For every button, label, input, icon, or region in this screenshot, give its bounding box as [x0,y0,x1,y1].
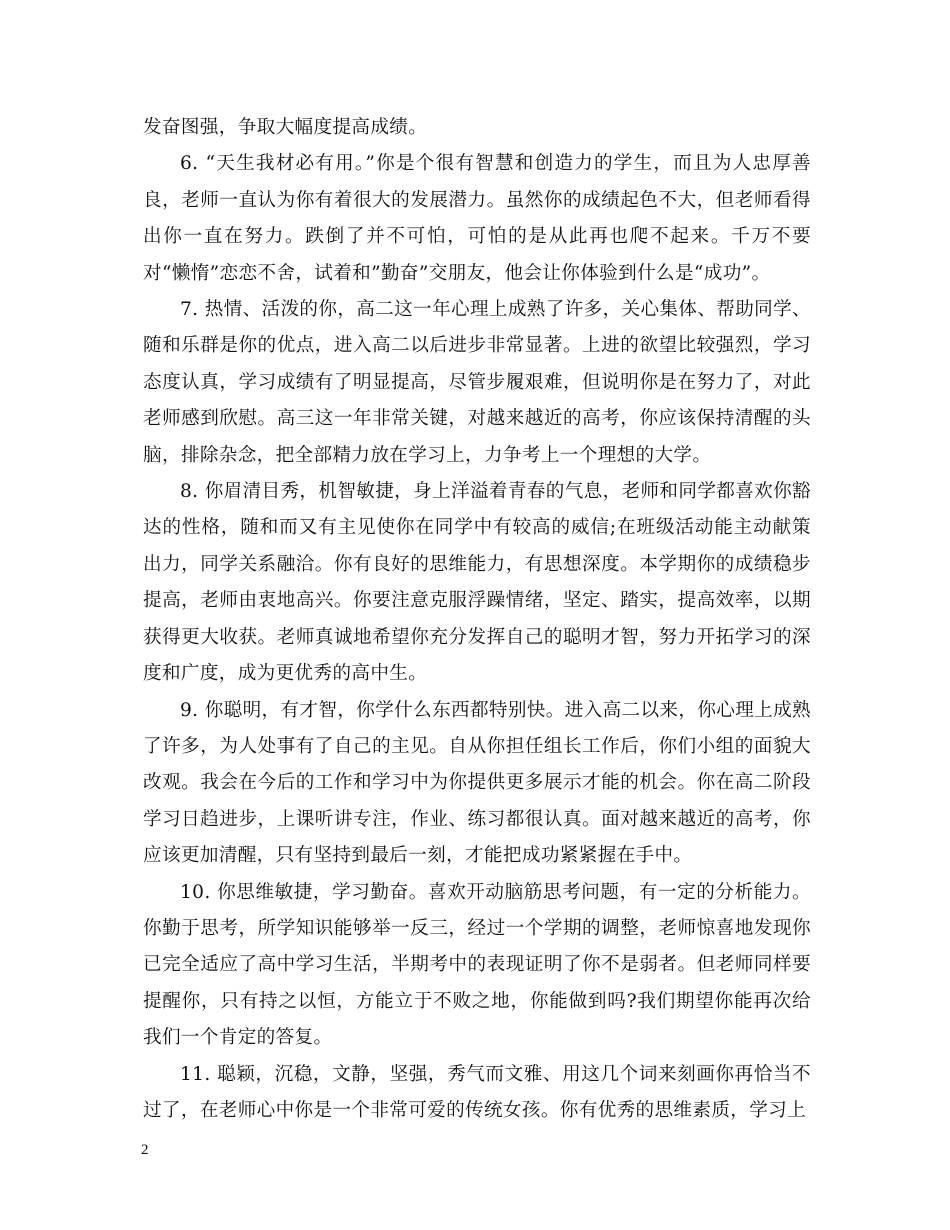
paragraph-continuation: 发奋图强，争取大幅度提高成绩。 [143,117,428,138]
paragraph-comment-7: 7. 热情、活泼的你，高二这一年心理上成熟了许多，关心集体、帮助同学、随和乐群是你的优点，进入高二以后进步非常显著。上进的欲望比较强烈，学习态度认真，学习成绩有了明显提高，尽管步履艰难，但说明你是在努力了，对此老师感到欣慰。高三这一年非常关键，对越来越近的高考，你应该保持清醒的头脑，排除杂念，把全部精力放在学习上，力争考上一个理想的大学。 [143,299,811,466]
page-number: 2 [141,1142,149,1158]
paragraph-comment-11: 11. 聪颖，沉稳，文静，坚强，秀气而文雅、用这几个词来刻画你再恰当不过了，在老师心中你是一个非常可爱的传统女孩。你有优秀的思维素质，学习上 [143,1063,811,1121]
paragraph-comment-8: 8. 你眉清目秀，机智敏捷，身上洋溢着青春的气息，老师和同学都喜欢你豁达的性格，随和而又有主见使你在同学中有较高的威信;在班级活动能主动献策出力，同学关系融洽。你有良好的思维能力，有思想深度。本学期你的成绩稳步提高，老师由衷地高兴。你要注意克服浮躁情绪，坚定、踏实，提高效率，以期获得更大收获。老师真诚地希望你充分发挥自己的聪明才智，努力开拓学习的深度和广度，成为更优秀的高中生。 [143,481,811,685]
paragraph-comment-6: 6. “天生我材必有用。”你是个很有智慧和创造力的学生，而且为人忠厚善良，老师一直认为你有着很大的发展潜力。虽然你的成绩起色不大，但老师看得出你一直在努力。跌倒了并不可怕，可怕的是从此再也爬不起来。千万不要对“懒惰”恋恋不舍，试着和”勤奋”交朋友，他会让你体验到什么是“成功”。 [143,153,811,284]
paragraph-comment-9: 9. 你聪明，有才智，你学什么东西都特别快。进入高二以来，你心理上成熟了许多，为人处事有了自己的主见。自从你担任组长工作后，你们小组的面貌大改观。我会在今后的工作和学习中为你提供更多展示才能的机会。你在高二阶段学习日趋进步，上课听讲专注，作业、练习都很认真。面对越来越近的高考，你应该更加清醒，只有坚持到最后一刻，才能把成功紧紧握在手中。 [143,699,811,867]
paragraph-comment-10: 10. 你思维敏捷，学习勤奋。喜欢开动脑筋思考问题，有一定的分析能力。你勤于思考，所学知识能够举一反三，经过一个学期的调整，老师惊喜地发现你已完全适应了高中学习生活，半期考中的表现证明了你不是弱者。但老师同样要提醒你，只有持之以恒，方能立于不败之地，你能做到吗?我们期望你能再次给我们一个肯定的答复。 [143,881,811,1049]
document-body [143,110,811,1129]
